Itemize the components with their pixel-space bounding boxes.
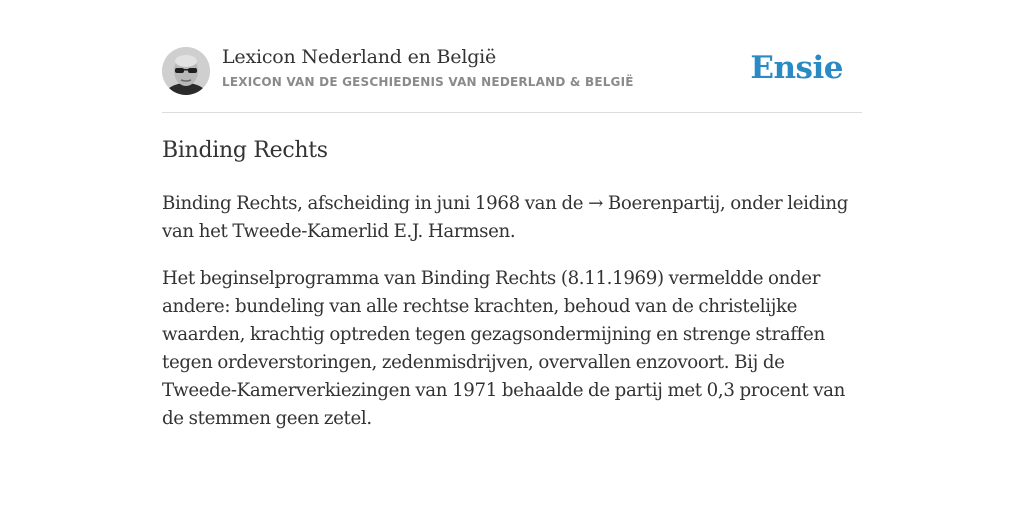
page — [162, 0, 862, 429]
brand-logo[interactable]: Ensie — [750, 50, 843, 86]
cross-reference-link[interactable]: → Boerenpartij — [588, 193, 720, 214]
paragraph-text: Binding Rechts, afscheiding in juni 1968 van de — [162, 193, 589, 214]
site-subtitle: LEXICON VAN DE GESCHIEDENIS VAN NEDERLAND & BELGIË — [222, 75, 634, 89]
author-photo-icon — [162, 47, 210, 95]
paragraph-text: , onder leiding van het Tweede-Kamerlid E.J. Harmsen. — [162, 193, 848, 242]
header — [162, 0, 862, 113]
site-title[interactable]: Lexicon Nederland en België — [222, 46, 497, 68]
article-paragraph: Het beginselprogramma van Binding Rechts (8.11.1969) vermeldde onder andere: bundeling van alle rechtse krachten, behoud van de christelijke waarden, krachtig optreden tegen gezagsondermijning en strenge straffen tegen ordeverstoringen, zedenmisdrijven, overvallen enzovoort. Bij de Tweede-Kamerverkiezingen van 1971 behaalde de partij met 0,3 procent van de stemmen geen zetel. — [162, 268, 845, 429]
article-paragraph — [162, 190, 862, 246]
article-body — [162, 190, 862, 452]
avatar[interactable] — [162, 47, 210, 95]
article-title: Binding Rechts — [162, 138, 328, 163]
